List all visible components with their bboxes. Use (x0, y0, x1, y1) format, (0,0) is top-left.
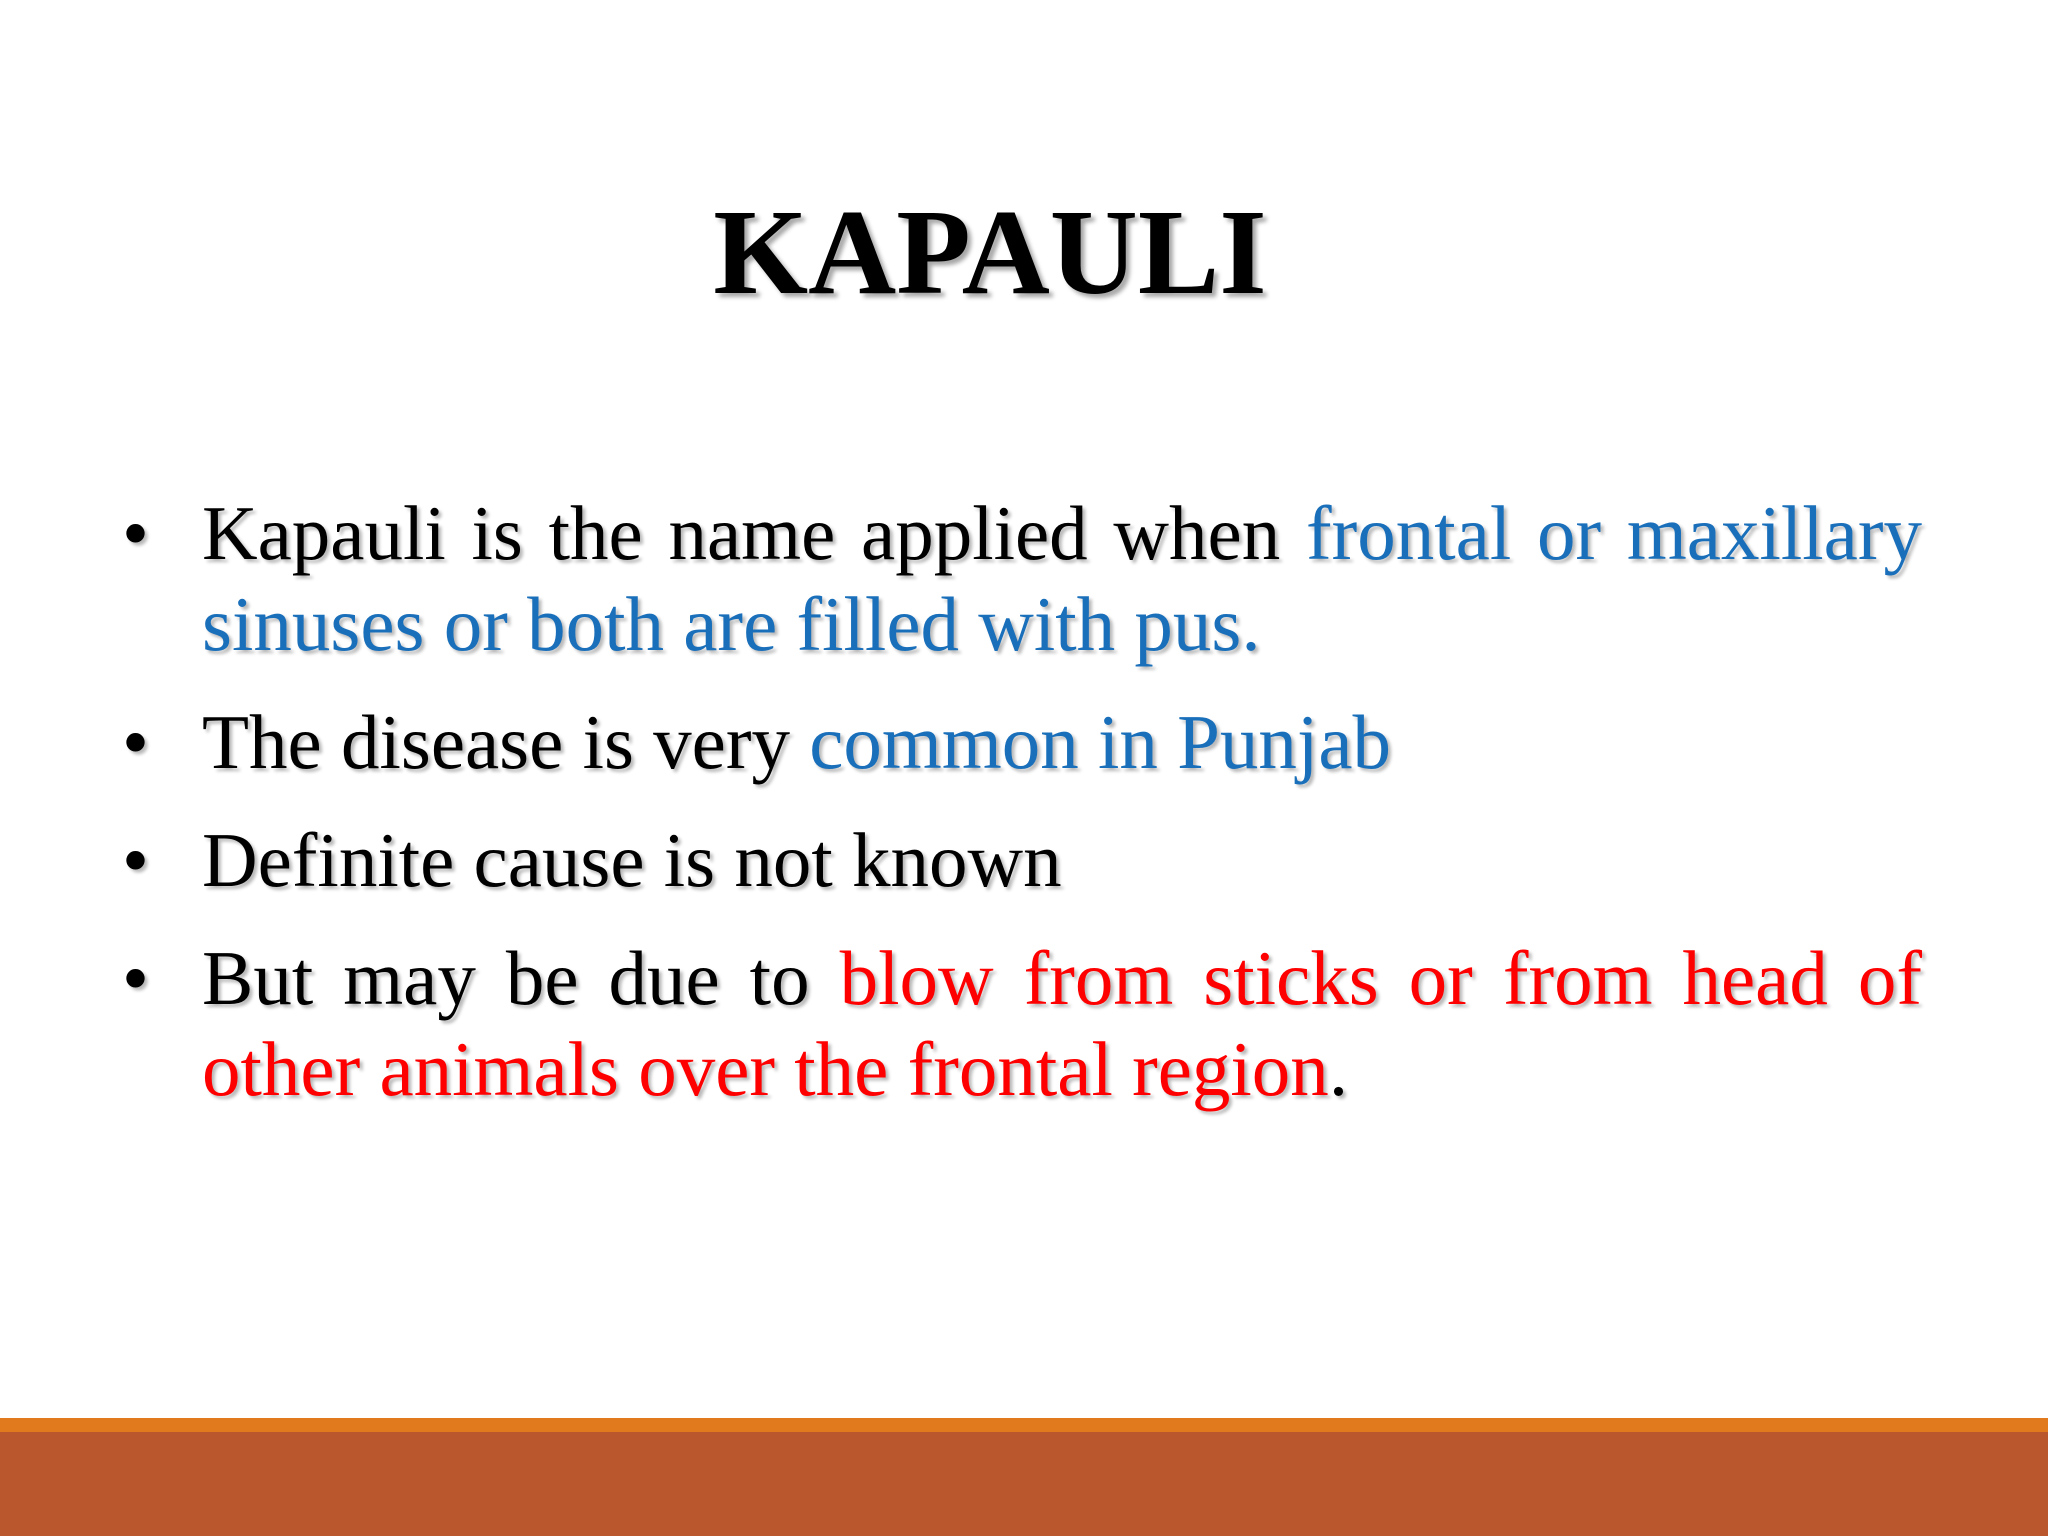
bullet-text: The disease is very (202, 699, 810, 785)
slide-title: KAPAULI (713, 185, 1267, 320)
bullet-icon: • (122, 699, 149, 785)
bullet-text: But may be due to (202, 935, 840, 1021)
bullet-list (122, 488, 1922, 1142)
bullet-text: Definite cause is not known (202, 817, 1062, 903)
bullet-highlight-blue: frontal or maxillary sinuses or both are filled with pus. (202, 490, 1922, 667)
bullet-icon: • (122, 817, 149, 903)
bullet-item-possible-cause (122, 933, 1922, 1115)
bullet-highlight-red: blow from sticks or from head of other animals over the frontal region (202, 935, 1922, 1112)
bullet-item-cause-unknown (122, 815, 1922, 906)
bullet-text-tail: . (1328, 1026, 1349, 1112)
bullet-icon: • (122, 490, 149, 576)
bullet-text: Kapauli is the name applied when (202, 490, 1306, 576)
bullet-item-definition (122, 488, 1922, 670)
bullet-highlight-blue: common in Punjab (809, 699, 1391, 785)
footer-bar (0, 1432, 2048, 1536)
bullet-icon: • (122, 935, 149, 1021)
bullet-item-prevalence (122, 697, 1922, 788)
footer-accent-line (0, 1418, 2048, 1432)
